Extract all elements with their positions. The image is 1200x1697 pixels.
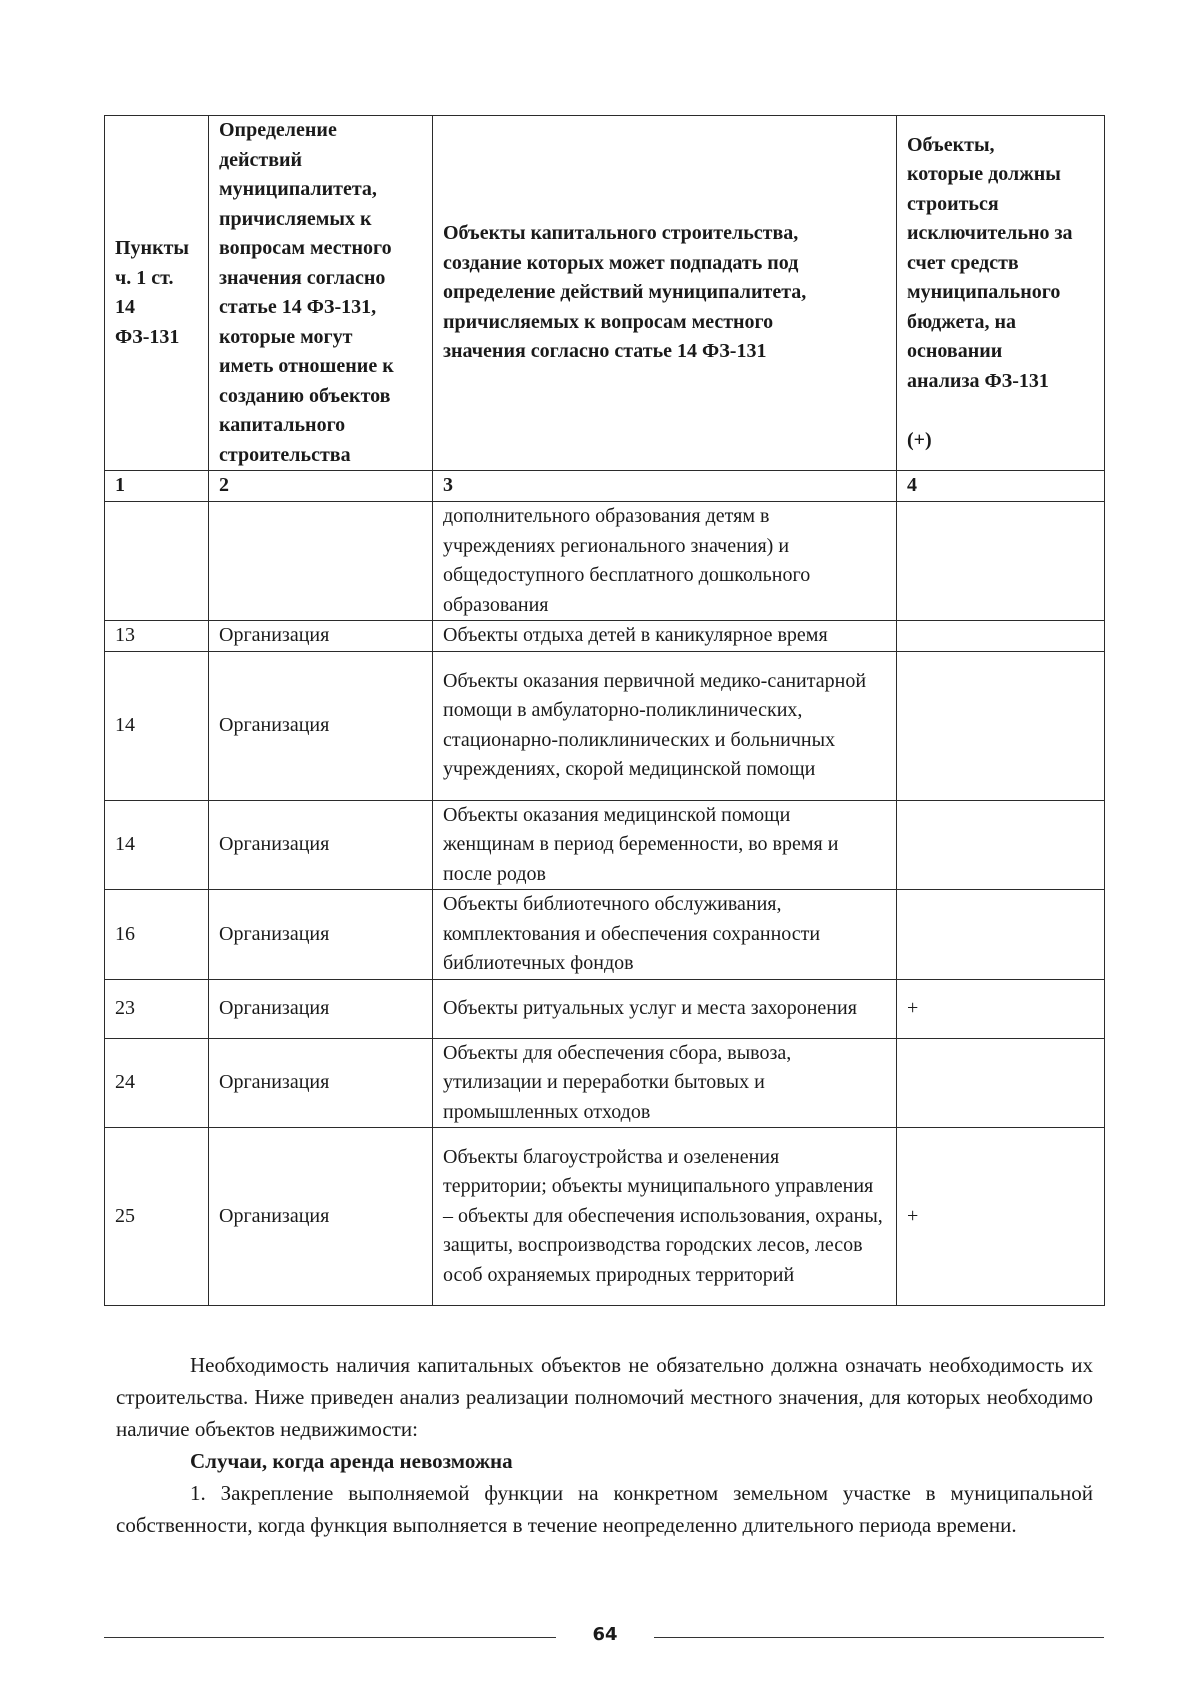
table-header-row [105,116,1105,471]
cell-mark [897,651,1105,800]
cell-point: 13 [105,621,209,652]
table-row [105,502,1105,621]
cell-objects: дополнительного образования детям в учреждениях регионального значения) и общедоступного бесплатного дошкольного образования [433,502,897,621]
header-points [105,116,209,471]
cell-action [209,502,433,621]
header-budget [897,116,1105,471]
objects-table [104,115,1105,1306]
table-row [105,621,1105,652]
cell-mark [897,621,1105,652]
table-row [105,1038,1105,1128]
cell-point [105,502,209,621]
header-budget-text: Объекты, которые должны строиться исключительно за счет средств муниципального бюджета, на основании анализа ФЗ-131 (+) [907,133,1073,451]
footer-rule-left [104,1637,556,1638]
header-objects [433,116,897,471]
cell-action: Организация [209,1038,433,1128]
cell-objects: Объекты благоустройства и озеленения территории; объекты муниципального управления – объекты для обеспечения использования, охраны, защиты, воспроизводства городских лесов, лесов особ охраняемых природных территорий [433,1128,897,1306]
cell-point: 14 [105,800,209,890]
cell-action: Организация [209,651,433,800]
cell-mark [897,890,1105,980]
cell-point: 23 [105,979,209,1038]
cell-mark: + [897,1128,1105,1306]
cell-objects: Объекты ритуальных услуг и места захоронения [433,979,897,1038]
cell-point: 25 [105,1128,209,1306]
cell-mark [897,800,1105,890]
table-row [105,651,1105,800]
table-row [105,800,1105,890]
cell-action: Организация [209,800,433,890]
cell-objects: Объекты оказания медицинской помощи женщинам в период беременности, во время и после родов [433,800,897,890]
column-number: 2 [209,471,433,502]
cell-mark [897,502,1105,621]
cell-point: 16 [105,890,209,980]
cell-action: Организация [209,1128,433,1306]
cell-objects: Объекты отдыха детей в каникулярное время [433,621,897,652]
cell-point: 14 [105,651,209,800]
cell-objects: Объекты библиотечного обслуживания, комплектования и обеспечения сохранности библиотечных фондов [433,890,897,980]
header-actions [209,116,433,471]
column-number-row [105,471,1105,502]
column-number: 4 [897,471,1105,502]
cell-mark: + [897,979,1105,1038]
table-row [105,979,1105,1038]
cell-action: Организация [209,890,433,980]
header-actions-text: Определение действий муниципалитета, причисляемых к вопросам местного значения согласно статье 14 ФЗ-131, которые могут иметь отношение к созданию объектов капитального строительства [219,119,394,466]
cell-point: 24 [105,1038,209,1128]
table-row [105,890,1105,980]
cell-objects: Объекты оказания первичной медико-санитарной помощи в амбулаторно-поликлинических, стационарно-поликлинических и больничных учреждениях, скорой медицинской помощи [433,651,897,800]
column-number: 3 [433,471,897,502]
column-number: 1 [105,471,209,502]
paragraph-land-plot: 1. Закрепление выполняемой функции на конкретном земельном участке в муниципальной собственности, когда функция выполняется в течение неопределенно длительного периода времени. [116,1481,1093,1537]
table-row [105,1128,1105,1306]
cell-mark [897,1038,1105,1128]
header-points-text: Пункты ч. 1 ст. 14 ФЗ-131 [115,237,190,348]
subheading-rent-impossible: Случаи, когда аренда невозможна [190,1449,513,1473]
paragraph-capital-objects: Необходимость наличия капитальных объектов не обязательно должна означать необходимость их строительства. Ниже приведен анализ реализации полномочий местного значения, для которых необходимо наличие объектов недвижимости: [116,1353,1093,1441]
cell-action: Организация [209,979,433,1038]
cell-objects: Объекты для обеспечения сбора, вывоза, утилизации и переработки бытовых и промышленных отходов [433,1038,897,1128]
cell-action: Организация [209,621,433,652]
page-number: 64 [592,1624,618,1645]
header-objects-text: Объекты капитального строительства, создание которых может подпадать под определение действий муниципалитета, причисляемых к вопросам местного значения согласно статье 14 ФЗ-131 [443,222,807,363]
footer-rule-right [654,1637,1104,1638]
